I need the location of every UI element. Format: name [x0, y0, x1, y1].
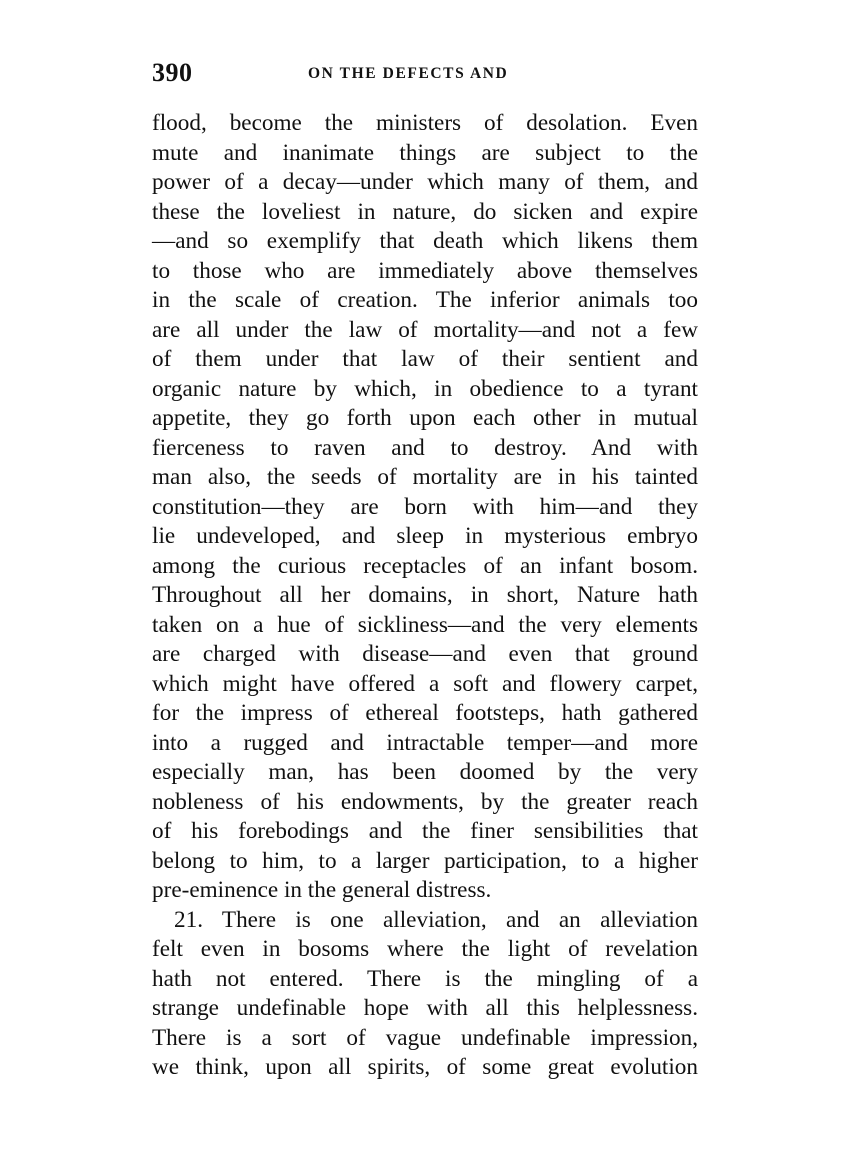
running-head-title: ON THE DEFECTS AND: [308, 65, 509, 82]
text-line: taken on a hue of sickliness—and the very elements: [152, 611, 698, 638]
text-line: flood, become the ministers of desolation. Even: [152, 110, 698, 136]
paragraph-end-line: pre-eminence in the general distress.: [152, 877, 492, 903]
text-line: constitution—they are born with him—and they: [152, 493, 698, 520]
text-line: especially man, has been doomed by the very: [152, 759, 698, 785]
page-number: 390: [152, 58, 193, 87]
text-line: we think, upon all spirits, of some great evolution: [152, 1054, 698, 1080]
text-line: these the loveliest in nature, do sicken and expire: [152, 198, 698, 225]
text-line: into a rugged and intractable temper—and more: [152, 729, 698, 756]
text-line: hath not entered. There is the mingling of a: [152, 965, 698, 992]
text-line: nobleness of his endowments, by the greater reach: [152, 788, 698, 815]
text-line: —and so exemplify that death which likens them: [152, 228, 698, 254]
body-text: [152, 109, 698, 1083]
text-line: of them under that law of their sentient and: [152, 346, 698, 372]
text-line: which might have offered a soft and flowery carpet,: [152, 670, 698, 697]
text-line: belong to him, to a larger participation, to a higher: [152, 847, 698, 874]
running-head: [152, 58, 698, 90]
text-line: lie undeveloped, and sleep in mysterious embryo: [152, 523, 698, 549]
text-line: There is a sort of vague undefinable impression,: [152, 1024, 698, 1051]
text-line: to those who are immediately above themselves: [152, 257, 698, 284]
text-line: fierceness to raven and to destroy. And with: [152, 434, 698, 461]
text-line: Throughout all her domains, in short, Nature hath: [152, 582, 698, 608]
text-line: felt even in bosoms where the light of revelation: [152, 936, 698, 962]
text-line: among the curious receptacles of an infant bosom.: [152, 552, 698, 579]
text-line: for the impress of ethereal footsteps, hath gathered: [152, 700, 698, 726]
text-line: appetite, they go forth upon each other in mutual: [152, 405, 698, 431]
text-line: power of a decay—under which many of them, and: [152, 169, 698, 195]
text-line: in the scale of creation. The inferior animals too: [152, 287, 698, 313]
text-line: of his forebodings and the finer sensibilities that: [152, 818, 698, 844]
text-line: mute and inanimate things are subject to the: [152, 139, 698, 166]
text-line: organic nature by which, in obedience to a tyrant: [152, 375, 698, 402]
text-line: strange undefinable hope with all this helplessness.: [152, 995, 698, 1021]
text-line: are all under the law of mortality—and not a few: [152, 316, 698, 343]
text-line: are charged with disease—and even that ground: [152, 641, 698, 667]
paragraph-start-line: 21. There is one alleviation, and an alleviation: [174, 906, 698, 933]
text-line: man also, the seeds of mortality are in his tainted: [152, 464, 698, 490]
